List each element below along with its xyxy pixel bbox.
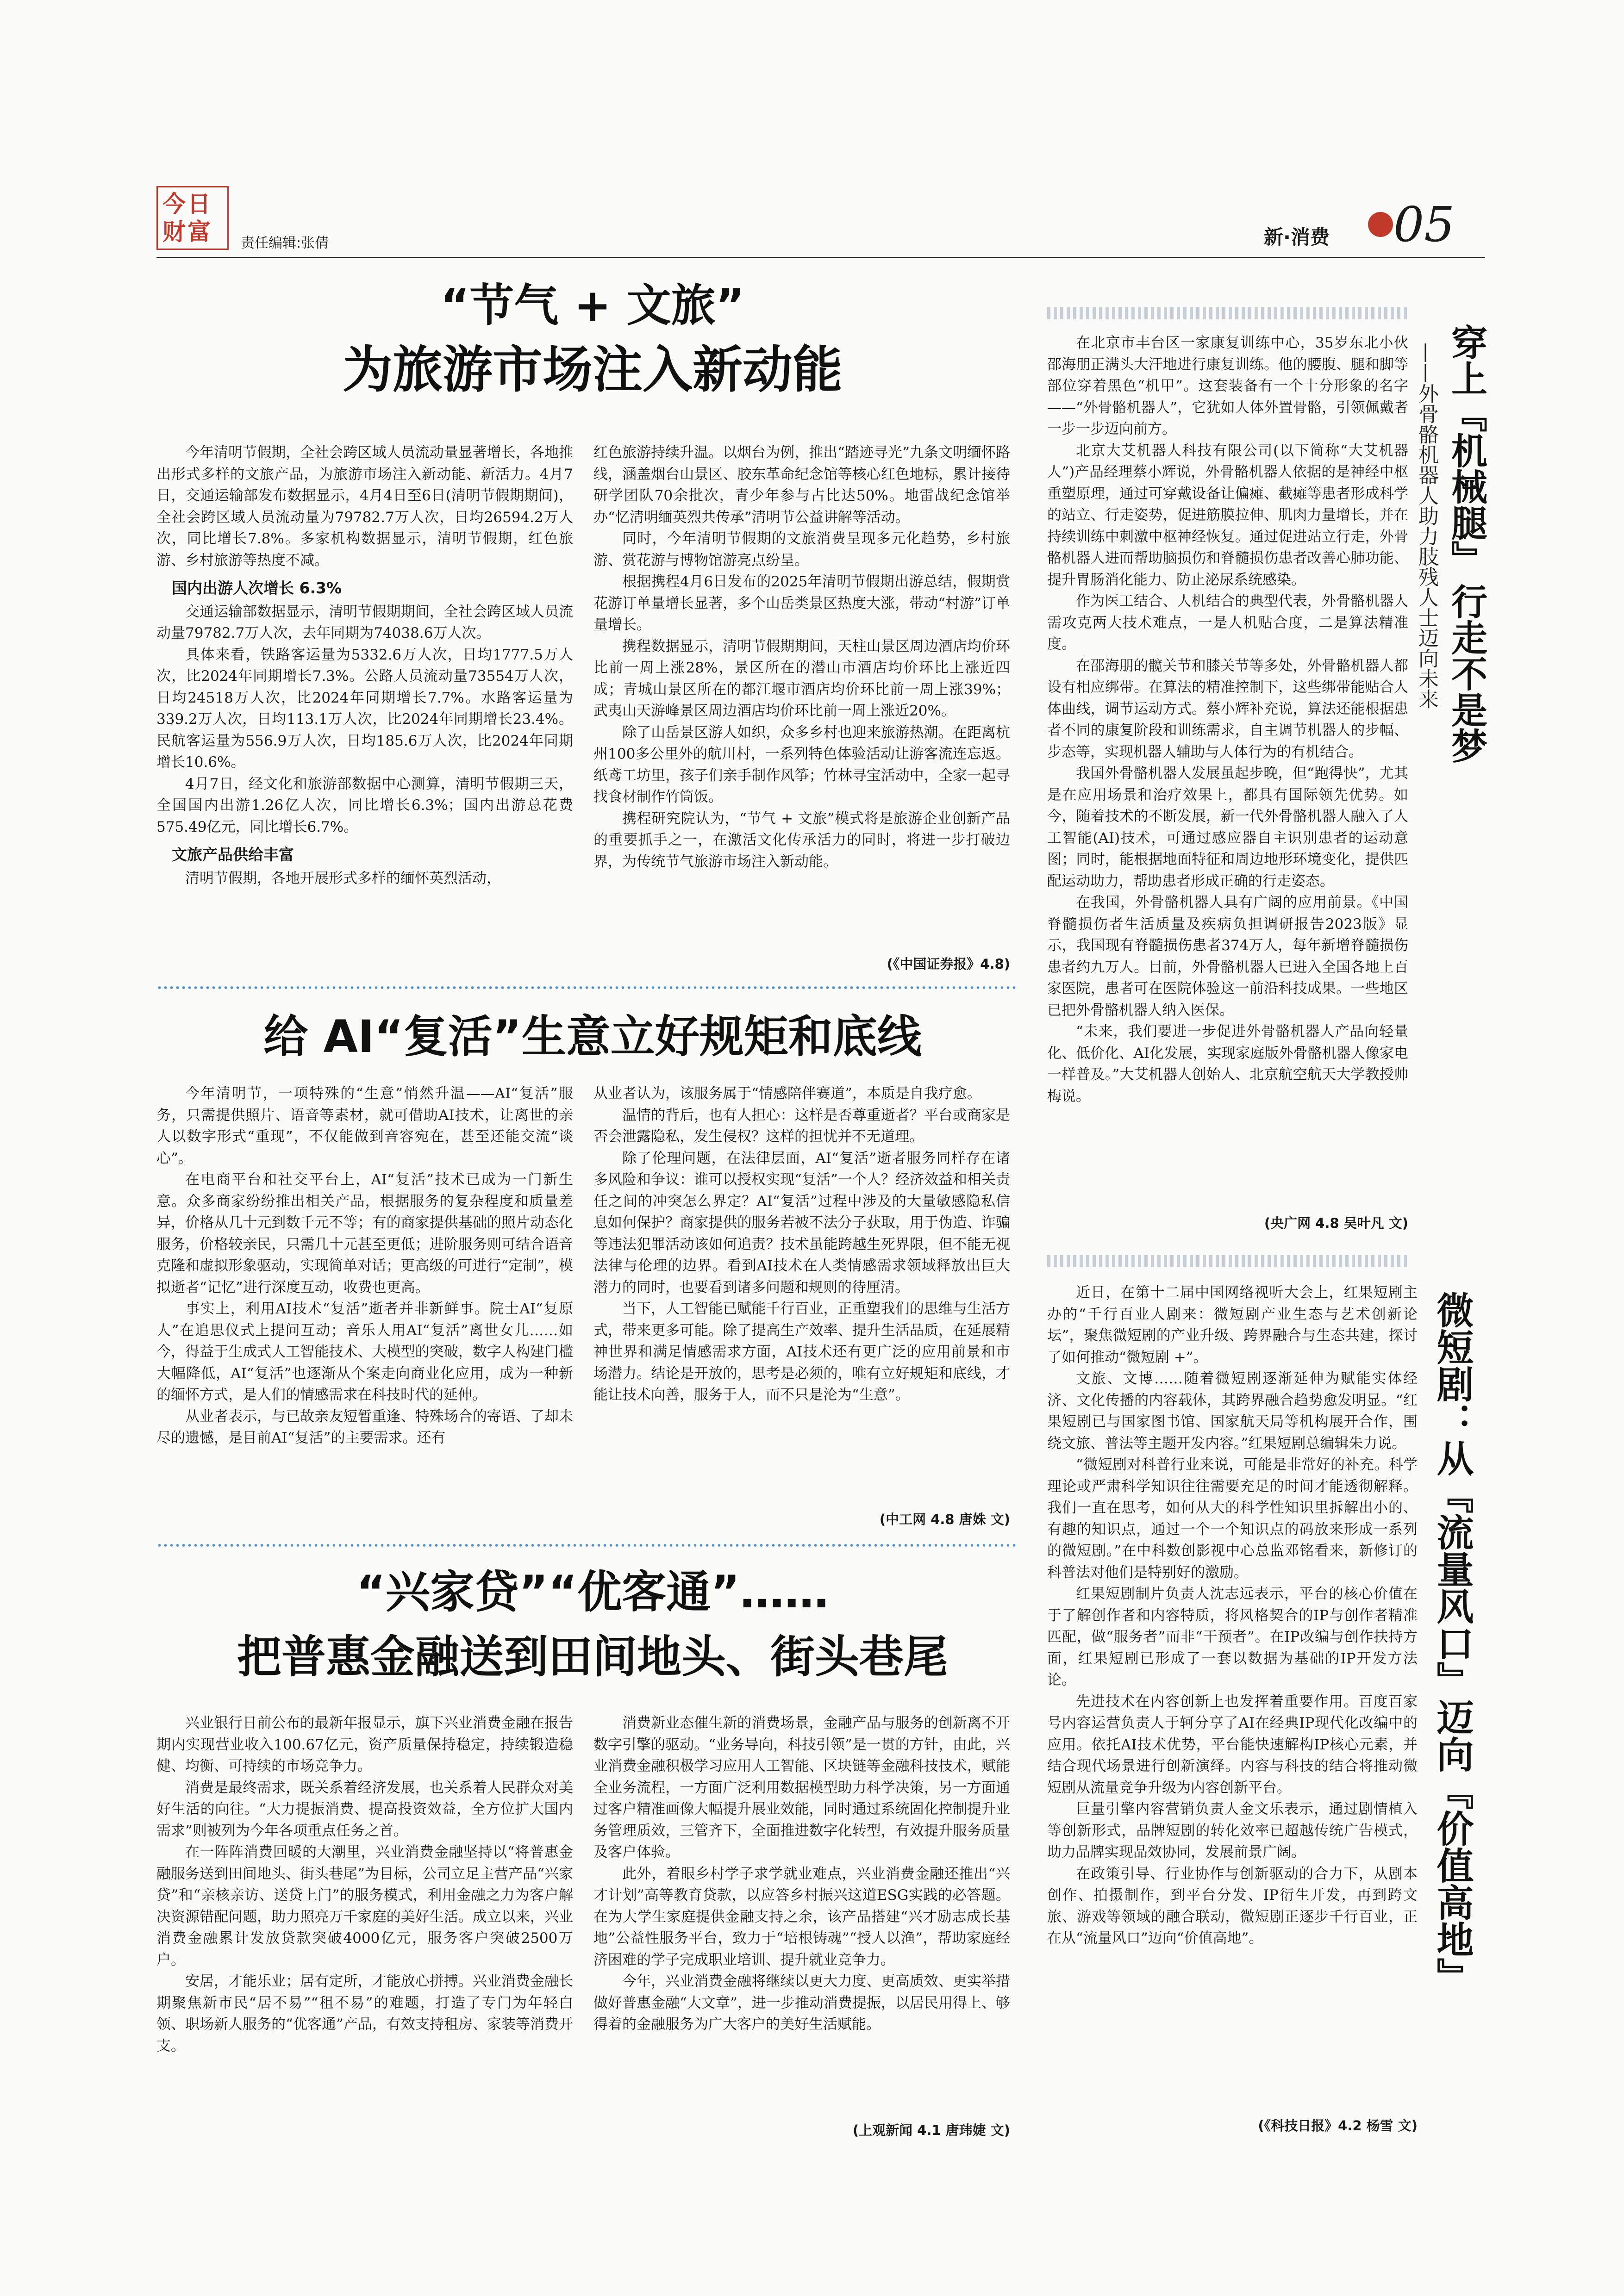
brand-logo-line1: 今日 [162,190,212,218]
article2-col1 [156,1083,573,1449]
paragraph: 携程研究院认为，“节气 + 文旅”模式将是旅游企业创新产品的重要抓手之一，在激活文化传承活力的同时，将进一步打破边界，为传统节气旅游市场注入新动能。 [593,810,1010,870]
brand-logo [156,186,229,250]
page-number: 05 [1393,196,1455,253]
paragraph: 同时，今年清明节假期的文旅消费呈现多元化趋势，乡村旅游、赏花游与博物馆游亮点纷呈。 [593,530,1010,569]
paragraph: 当下，人工智能已赋能千行百业，正重塑我们的思维与生活方式，带来更多可能。除了提高生产效率、提升生活品质，在延展精神世界和满足情感需求方面，AI技术还有更广泛的应用前景和市场潜力。结论是开放的，思考是必须的，唯有立好规矩和底线，才能让技术向善，服务于人，而不只是沦为“生意”。 [593,1300,1010,1403]
paragraph: 在北京市丰台区一家康复训练中心，35岁东北小伙邵海朋正满头大汗地进行康复训练。他的腰腹、腿和脚等部位穿着黑色“机甲”。这套装备有一个十分形象的名字——“外骨骼机器人”，它犹如人体外置骨骼，引领佩戴者一步一步迈向前方。 [1047,335,1408,437]
article1-col2 [593,442,1010,872]
article2-title: 给 AI“复活”生意立好规矩和底线 [263,1011,922,1063]
paragraph: 文旅、文博……随着微短剧逐渐延伸为赋能实体经济、文化传播的内容载体，其跨界融合趋势愈发明显。“红果短剧已与国家图书馆、国家航天局等机构展开合作，围绕文旅、普法等主题开发内容。”红果短剧总编辑朱力说。 [1047,1370,1418,1452]
subheading: 文旅产品供给丰富 [172,846,294,864]
article5-title: 微短剧：从『流量风口』迈向『价值高地』 [1430,1291,1474,1995]
subheading: 国内出游人次增长 6.3% [172,579,342,597]
article4-source: (央广网 4.8 吴叶凡 文) [1264,1215,1408,1231]
paragraph: “未来，我们要进一步促进外骨骼机器人产品向轻量化、低价化、AI化发展，实现家庭版外骨骼机器人像家电一样普及。”大艾机器人创始人、北京航空航天大学教授帅梅说。 [1047,1023,1408,1105]
article1-title-line1: “节气 + 文旅” [440,280,745,331]
section-icon [1368,212,1393,237]
paragraph: 今年，兴业消费金融将继续以更大力度、更高质效、更实举措做好普惠金融“大文章”，进一步推动消费提振，以居民用得上、够得着的金融服务为广大客户的美好生活赋能。 [593,1973,1010,2033]
paragraph: 先进技术在内容创新上也发挥着重要作用。百度百家号内容运营负责人于轲分享了AI在经典IP现代化改编中的应用。依托AI技术优势，平台能快速解构IP核心元素，并结合现代场景进行创新演绎。内容与科技的结合将推动微短剧从流量竞争升级为内容创新平台。 [1047,1693,1418,1796]
article3-col2 [593,1712,1010,2035]
divider-1 [156,986,1018,989]
article4-body [1047,332,1408,1107]
paragraph: 我国外骨骼机器人发展虽起步晚，但“跑得快”，尤其是在应用场景和治疗效果上，都具有国际领先优势。如今，随着技术的不断发展，新一代外骨骼机器人融入了人工智能(AI)技术，可通过感应器自主识别患者的运动意图；同时，能根据地面特征和周边地形环境变化，提供匹配运动助力，帮助患者形成正确的行走姿态。 [1047,765,1408,890]
paragraph: 今年清明节，一项特殊的“生意”悄然升温——AI“复活”服务，只需提供照片、语音等素材，就可借助AI技术，让离世的亲人以数字形式“重现”，不仅能做到音容宛在，甚至还能交流“谈心”。 [156,1085,573,1167]
paragraph: 交通运输部数据显示，清明节假期期间，全社会跨区域人员流动量79782.7万人次，去年同期为74038.6万人次。 [156,603,573,641]
paragraph: “微短剧对科普行业来说，可能是非常好的补充。科学理论或严肃科学知识往往需要充足的时间才能透彻解释。我们一直在思考，如何从大的科学性知识里拆解出小的、有趣的知识点，通过一个一个知识点的码放来形成一系列的微短剧。”在中科数创影视中心总监邓铭看来，新修订的科普法对他们是特别好的激励。 [1047,1456,1418,1581]
paragraph: 近日，在第十二届中国网络视听大会上，红果短剧主办的“千行百业人剧来：微短剧产业生态与艺术创新论坛”，聚焦微短剧的产业升级、跨界融合与生态共建，探讨了如何推动“微短剧 +”。 [1047,1284,1418,1366]
paragraph: 清明节假期，各地开展形式多样的缅怀英烈活动， [185,870,501,887]
article5-top-rule [1047,1255,1408,1267]
paragraph: 安居，才能乐业；居有定所，才能放心拼搏。兴业消费金融长期聚焦新市民“居不易”“租不易”的难题，打造了专门为年轻白领、职场新人服务的“优客通”产品，有效支持租房、家装等消费开支。 [156,1973,573,2054]
article3-title-line1: “兴家贷”“优客通”…… [356,1566,829,1618]
paragraph: 巨量引擎内容营销负责人金文乐表示，通过剧情植入等创新形式，品牌短剧的转化效率已超越传统广告模式，助力品牌实现品效协同，发展前景广阔。 [1047,1801,1418,1860]
paragraph: 红色旅游持续升温。以烟台为例，推出“踏迹寻光”九条文明缅怀路线，涵盖烟台山景区、胶东革命纪念馆等核心红色地标，累计接待研学团队70余批次，青少年参与占比达50%。地雷战纪念馆举办“忆清明缅英烈共传承”清明节公益讲解等活动。 [593,444,1010,526]
article4-subtitle: ——外骨骼机器人助力肢残人士迈向未来 [1415,342,1438,709]
paragraph: 在我国，外骨骼机器人具有广阔的应用前景。《中国脊髓损伤者生活质量及疾病负担调研报告2023版》显示，我国现有脊髓损伤患者374万人，每年新增脊髓损伤患者约九万人。目前，外骨骼机器人已进入全国各地上百家医院，患者可在医院体验这一前沿科技成果。一些地区已把外骨骼机器人纳入医保。 [1047,894,1408,1019]
editor-credit: 责任编辑:张倩 [241,235,329,251]
article1-source: (《中国证券报》4.8) [887,956,1010,972]
article3-title-line2: 把普惠金融送到田间地头、街头巷尾 [237,1631,948,1683]
paragraph: 在政策引导、行业协作与创新驱动的合力下，从剧本创作、拍摄制作，到平台分发、IP衍生开发，再到跨文旅、游戏等领域的融合联动，微短剧正逐步千行百业，正在从“流量风口”迈向“价值高地”。 [1047,1865,1418,1947]
article3-source: (上观新闻 4.1 唐玮婕 文) [852,2122,1010,2138]
paragraph: 除了山岳景区游人如织，众多乡村也迎来旅游热潮。在距离杭州100多公里外的航川村，一系列特色体验活动让游客流连忘返。纸鸢工坊里，孩子们亲手制作风筝；竹林寻宝活动中，全家一起寻找食材制作竹筒饭。 [593,724,1010,805]
header-rule [156,257,1485,258]
paragraph: 北京大艾机器人科技有限公司(以下简称“大艾机器人”)产品经理蔡小辉说，外骨骼机器人依据的是神经中枢重塑原理，通过可穿戴设备让偏瘫、截瘫等患者形成科学的站立、行走姿势，促进筋膜拉伸、肌肉力量增长，并在持续训练中刺激中枢神经恢复。通过促进站立行走，外骨骼机器人进而帮助脑损伤和脊髓损伤患者改善心肺功能、提升胃肠消化能力、防止泌尿系统感染。 [1047,442,1408,588]
article1-col1 [156,442,573,889]
article5-source: (《科技日报》4.2 杨雪 文) [1258,2118,1418,2134]
article1-title-line2: 为旅游市场注入新动能 [342,341,843,399]
article5-body [1047,1282,1418,1949]
paragraph: 具体来看，铁路客运量为5332.6万人次，日均1777.5万人次，比2024年同期增长7.3%。公路人员流动量73554万人次，日均24518万人次，比2024年同期增长7.7%。水路客运量为339.2万人次，日均113.1万人次，比2024年同期增长23.4%。民航客运量为556.9万人次，日均185.6万人次，比2024年同期增长10.6%。 [156,646,573,771]
paragraph: 今年清明节假期，全社会跨区域人员流动量显著增长，各地推出形式多样的文旅产品，为旅游市场注入新动能、新活力。4月7日，交通运输部发布数据显示，4月4日至6日(清明节假期期间)，全社会跨区域人员流动量为79782.7万人次，日均26594.2万人次，同比增长7.8%。多家机构数据显示，清明节假期，红色旅游、乡村旅游等热度不减。 [156,444,573,569]
section-name: 新·消费 [1264,226,1330,249]
paragraph: 根据携程4月6日发布的2025年清明节假期出游总结，假期赏花游订单量增长显著，多个山岳类景区热度大涨，带动“村游”订单量增长。 [593,573,1010,633]
paragraph: 温情的背后，也有人担心：这样是否尊重逝者？平台或商家是否会泄露隐私，发生侵权？这样的担忧并不无道理。 [593,1107,1010,1145]
paragraph: 在电商平台和社交平台上，AI“复活”技术已成为一门新生意。众多商家纷纷推出相关产品，根据服务的复杂程度和质量差异，价格从几十元到数千元不等；有的商家提供基础的照片动态化服务，价格较亲民，只需几十元甚至更低；进阶服务则可结合语音克隆和虚拟形象驱动，实现简单对话；更高级的可进行“定制”，模拟逝者“记忆”进行深度互动，收费也更高。 [156,1171,573,1296]
article4-title-a: 穿上『机械腿』 [1445,324,1487,577]
paragraph: 4月7日，经文化和旅游部数据中心测算，清明节假期三天，全国国内出游1.26亿人次，同比增长6.3%；国内出游总花费575.49亿元，同比增长6.7%。 [156,775,573,835]
paragraph: 此外，着眼乡村学子求学就业难点，兴业消费金融还推出“兴才计划”高等教育贷款，以应答乡村振兴这道ESG实践的必答题。在为大学生家庭提供金融支持之余，该产品搭建“兴才励志成长基地”公益性服务平台，致力于“培根铸魂”“授人以渔”，帮助家庭经济困难的学子完成职业培训、提升就业竞争力。 [593,1865,1010,1968]
paragraph: 红果短剧制片负责人沈志远表示，平台的核心价值在于了解创作者和内容特质，将风格契合的IP与创作者精准匹配，做“服务者”而非“干预者”。在IP改编与创作扶持方面，红果短剧已形成了一套以数据为基础的IP开发方法论。 [1047,1586,1418,1688]
paragraph: 从业者表示，与已故亲友短暂重逢、特殊场合的寄语、了却未尽的遗憾，是目前AI“复活”的主要需求。还有 [156,1408,573,1446]
paragraph: 在邵海朋的髋关节和膝关节等多处，外骨骼机器人都设有相应绑带。在算法的精准控制下，这些绑带能贴合人体曲线，调节运动方式。蔡小辉补充说，算法还能根据患者不同的康复阶段和训练需求，自主调节机器人的步幅、步态等，实现机器人辅助与人体行为的有机结合。 [1047,657,1408,760]
paragraph: 携程数据显示，清明节假期期间，天柱山景区周边酒店均价环比前一周上涨28%，景区所在的潜山市酒店均价环比上涨近四成；青城山景区所在的都江堰市酒店均价环比前一周上涨39%；武夷山天游峰景区周边酒店均价环比前一周上涨近20%。 [593,638,1010,719]
paragraph: 作为医工结合、人机结合的典型代表，外骨骼机器人需攻克两大技术难点，一是人机贴合度，二是算法精准度。 [1047,593,1408,653]
paragraph: 消费是最终需求，既关系着经济发展，也关系着人民群众对美好生活的向往。“大力提振消费、提高投资效益，全方位扩大国内需求”则被列为今年各项重点任务之首。 [156,1779,573,1839]
brand-logo-line2: 财富 [162,218,212,245]
divider-2 [156,1543,1018,1547]
paragraph: 事实上，利用AI技术“复活”逝者并非新鲜事。院士AI“复原人”在追思仪式上提问互动；音乐人用AI“复活”离世女儿……如今，得益于生成式人工智能技术、大模型的突破，数字人构建门槛大幅降低，AI“复活”也逐渐从个案走向商业化应用，成为一种新的缅怀方式，是人们的情感需求在科技时代的延伸。 [156,1300,573,1403]
paragraph: 兴业银行日前公布的最新年报显示，旗下兴业消费金融在报告期内实现营业收入100.67亿元，资产质量保持稳定，持续锻造稳健、均衡、可持续的市场竞争力。 [156,1715,573,1774]
paragraph: 在一阵阵消费回暖的大潮里，兴业消费金融坚持以“将普惠金融服务送到田间地头、街头巷尾”为目标，公司立足主营产品“兴家贷”和“亲核亲访、送贷上门”的服务模式，利用金融之力为客户解决资源错配问题，助力照亮万千家庭的美好生活。成立以来，兴业消费金融累计发放贷款突破4000亿元，服务客户突破2500万户。 [156,1844,573,1968]
paragraph: 消费新业态催生新的消费场景，金融产品与服务的创新离不开数字引擎的驱动。“业务导向，科技引领”是一贯的方针，由此，兴业消费金融积极学习应用人工智能、区块链等金融科技技术，赋能全业务流程，一方面广泛利用数据模型助力科学决策，另一方面通过客户精准画像大幅提升展业效能，同时通过系统固化控制提升业务管理质效，三管齐下，全面推进数字化转型，有效提升服务质量及客户体验。 [593,1715,1010,1860]
article4-top-rule [1047,307,1408,319]
article4-title-b: 行走不是梦 [1445,583,1487,764]
paragraph: 除了伦理问题，在法律层面，AI“复活”逝者服务同样存在诸多风险和争议：谁可以授权实现“复活”一个人？经济效益和相关责任之间的冲突怎么界定？AI“复活”过程中涉及的大量敏感隐私信息如何保护？商家提供的服务若被不法分子获取，用于伪造、诈骗等违法犯罪活动该如何追责？技术虽能跨越生死界限，但不能无视法律与伦理的边界。看到AI技术在人类情感需求领域释放出巨大潜力的同时，也要看到诸多问题和规则的待厘清。 [593,1150,1010,1296]
article2-col2 [593,1083,1010,1406]
paragraph: 从业者认为，该服务属于“情感陪伴赛道”，本质是自我疗愈。 [593,1085,981,1102]
article2-source: (中工网 4.8 唐姝 文) [879,1512,1010,1527]
article3-col1 [156,1712,573,2057]
